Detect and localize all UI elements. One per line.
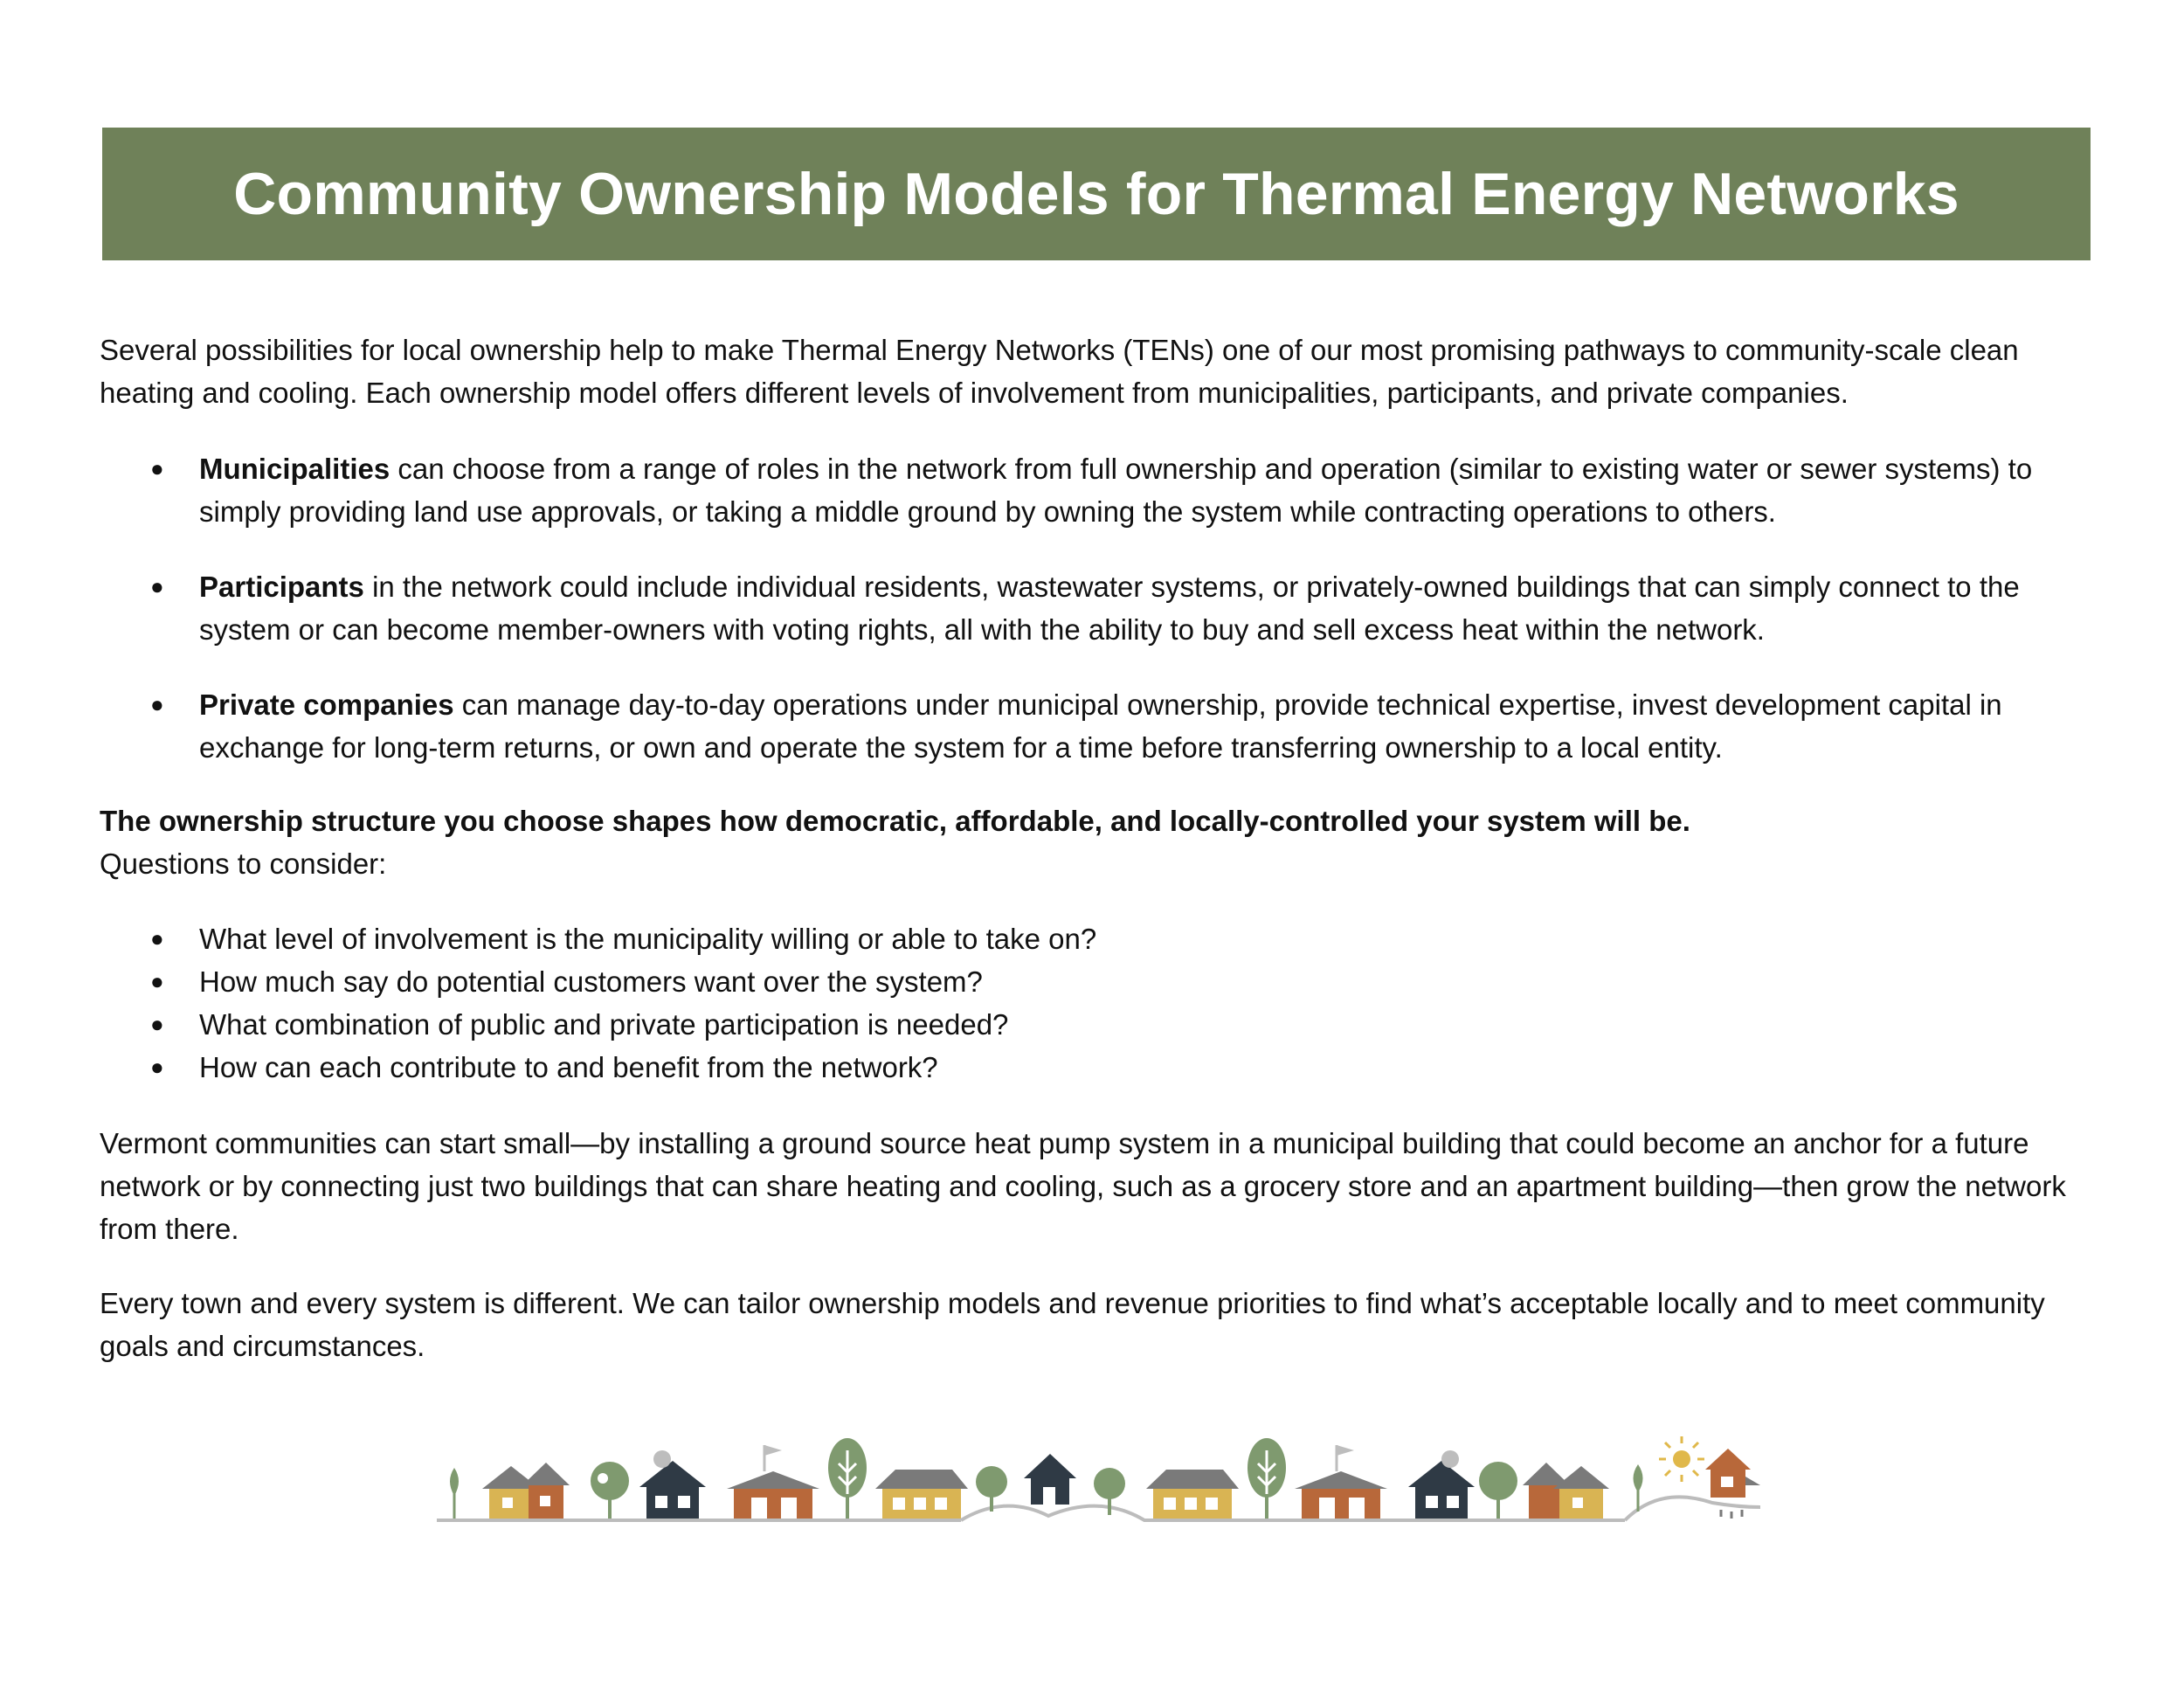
- town-illustration: [437, 1433, 1765, 1538]
- list-item: [100, 960, 2100, 1003]
- title-banner: [102, 128, 2091, 260]
- document-body: [100, 329, 2100, 1367]
- role-term: Private companies: [199, 688, 454, 721]
- role-text: can manage day-to-day operations under municipal ownership, provide technical expertise, invest development capital in exchange for long-term returns, or own and operate the system for a time before transferring ownership to a local entity.: [199, 688, 2002, 764]
- tree-icon: [1248, 1438, 1286, 1519]
- bullet-icon: ●: [150, 1054, 164, 1080]
- role-term: Participants: [199, 571, 364, 603]
- barn-icon: [727, 1445, 819, 1519]
- role-text: in the network could include individual residents, wastewater systems, or privately-owned buildings that can simply connect to the system or can become member-owners with voting rights, all with the ability to buy and sell excess heat within the network.: [199, 571, 2020, 646]
- question-text: How can each contribute to and benefit from the network?: [199, 1051, 938, 1083]
- list-item: [100, 1003, 2100, 1046]
- list-item: [100, 1046, 2100, 1089]
- tree-icon: [828, 1438, 867, 1519]
- bullet-icon: ●: [150, 455, 164, 481]
- questions-list: [100, 917, 2100, 1089]
- list-item: [100, 447, 2100, 533]
- question-text: What level of involvement is the municipality willing or able to take on?: [199, 923, 1097, 955]
- house-icon: [639, 1450, 706, 1519]
- sun-icon: [1659, 1436, 1704, 1482]
- tree-icon: [1634, 1464, 1643, 1512]
- vermont-paragraph: Vermont communities can start small—by installing a ground source heat pump system in a municipal building that could become an anchor for a future network or by connecting just two buildings that can share heating and cooling, such as a grocery store and an apartment building—then grow the network from there.: [100, 1127, 2066, 1245]
- closing-paragraph: Every town and every system is different. We can tailor ownership models and revenue priorities to find what’s acceptable locally and to meet community goals and circumstances.: [100, 1287, 2045, 1362]
- tree-icon: [591, 1462, 629, 1519]
- question-text: How much say do potential customers want over the system?: [199, 965, 983, 998]
- emphasis-statement: The ownership structure you choose shapes how democratic, affordable, and locally-controlled your system will be.: [100, 805, 1690, 837]
- house-icon: [1523, 1463, 1609, 1519]
- list-item: [100, 565, 2100, 651]
- bullet-icon: ●: [150, 573, 164, 599]
- house-icon: [1146, 1470, 1239, 1519]
- bullet-icon: ●: [150, 691, 164, 717]
- house-icon: [875, 1470, 968, 1519]
- list-item: [100, 683, 2100, 769]
- bullet-icon: ●: [150, 968, 164, 994]
- ground-line: [961, 1506, 1625, 1520]
- house-icon: [1024, 1454, 1076, 1505]
- question-text: What combination of public and private participation is needed?: [199, 1008, 1009, 1041]
- hill-line: [1625, 1497, 1760, 1520]
- bullet-icon: ●: [150, 1011, 164, 1037]
- ownership-roles-list: [100, 447, 2100, 769]
- bullet-icon: ●: [150, 925, 164, 951]
- house-icon: [482, 1463, 570, 1519]
- tree-icon: [1479, 1462, 1517, 1519]
- intro-paragraph: Several possibilities for local ownership help to make Thermal Energy Networks (TENs) one of our most promising pathways to community-scale clean heating and cooling. Each ownership model offers different levels of involvement from municipalities, participants, and private companies.: [100, 334, 2019, 409]
- role-term: Municipalities: [199, 453, 390, 485]
- house-icon: [1408, 1450, 1475, 1519]
- page-title: Community Ownership Models for Thermal Energy Networks: [233, 161, 1959, 227]
- questions-label: Questions to consider:: [100, 847, 387, 880]
- role-text: can choose from a range of roles in the network from full ownership and operation (similar to existing water or sewer systems) to simply providing land use approvals, or taking a middle ground by owning the system while contracting operations to others.: [199, 453, 2033, 528]
- tree-icon: [450, 1468, 459, 1519]
- list-item: [100, 917, 2100, 960]
- barn-icon: [1295, 1445, 1387, 1519]
